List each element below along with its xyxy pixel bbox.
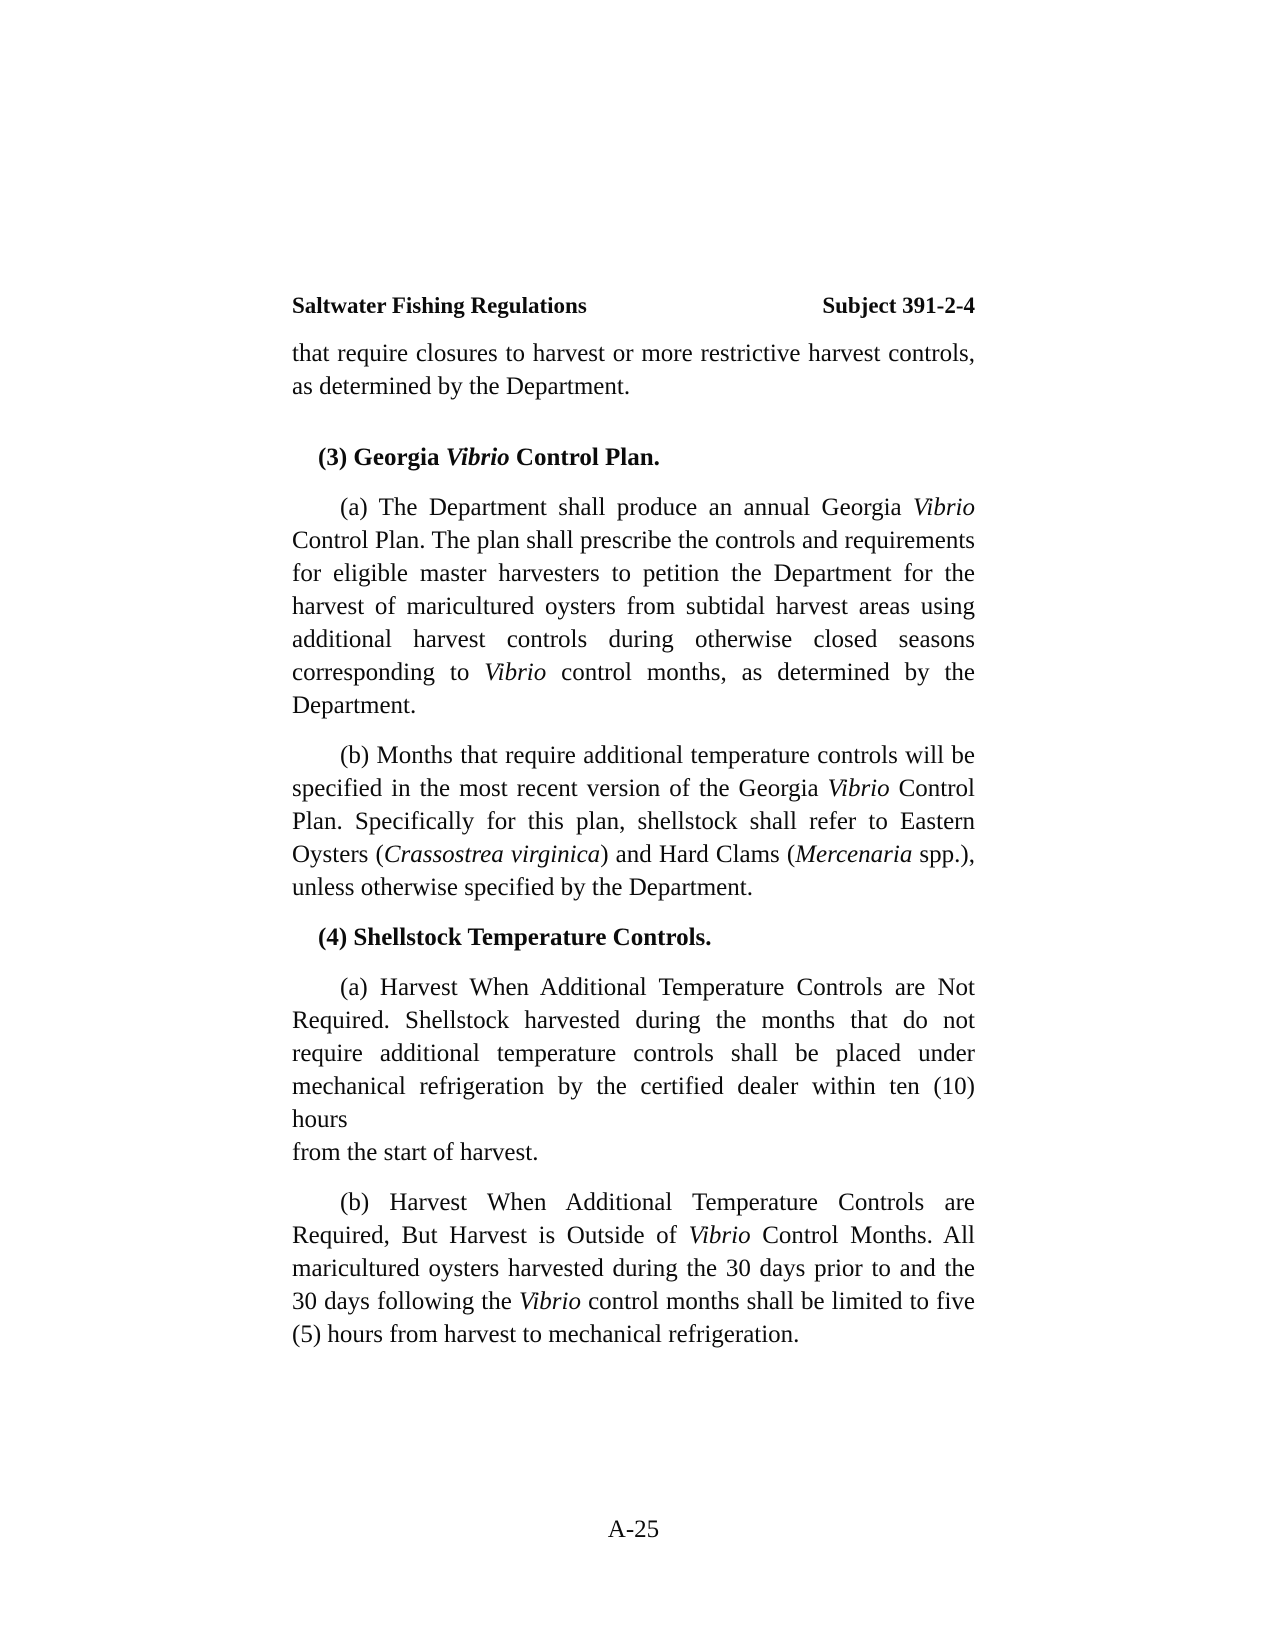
- text-line: [292, 739, 975, 772]
- section-heading: [318, 921, 975, 954]
- text-line: [292, 524, 975, 557]
- header-title: Saltwater Fishing Regulations: [292, 293, 587, 318]
- text-line: [292, 772, 975, 805]
- text-line: [292, 1318, 975, 1351]
- text-line: [292, 370, 975, 403]
- italic-text-run: Vibrio: [912, 494, 975, 521]
- text-run: (a) The Department shall produce an annual Georgia: [340, 494, 913, 521]
- text-run: Required, But Harvest is Outside of: [292, 1222, 689, 1249]
- italic-text-run: Mercenaria: [795, 841, 913, 868]
- text-line: [292, 1070, 975, 1136]
- text-run: (5) hours from harvest to mechanical refrigeration.: [292, 1321, 800, 1348]
- text-line: [292, 689, 975, 722]
- text-run: spp.),: [912, 841, 975, 868]
- header-subject: Subject 391-2-4: [822, 293, 975, 318]
- page-number: A-25: [607, 1516, 660, 1543]
- text-run: that require closures to harvest or more restrictive harvest controls,: [292, 340, 975, 367]
- text-run: Required. Shellstock harvested during the months that do not: [292, 1007, 975, 1034]
- text-run: control months, as determined by the: [546, 659, 975, 686]
- paragraph: [292, 337, 975, 403]
- text-line: [292, 1136, 975, 1169]
- text-line: [292, 557, 975, 590]
- document-body: [292, 292, 975, 1351]
- text-line: [292, 838, 975, 871]
- text-line: [292, 1186, 975, 1219]
- text-run: Control Plan. The plan shall prescribe the controls and requirements: [292, 527, 975, 554]
- text-run: (3) Georgia: [318, 444, 446, 471]
- text-run: (a) Harvest When Additional Temperature Controls are Not: [340, 974, 975, 1001]
- section-heading: [318, 441, 975, 474]
- text-run: maricultured oysters harvested during the 30 days prior to and the: [292, 1255, 975, 1282]
- text-run: Oysters (: [292, 841, 384, 868]
- italic-text-run: Vibrio: [688, 1222, 751, 1249]
- text-run: for eligible master harvesters to petition the Department for the: [292, 560, 975, 587]
- text-run: 30 days following the: [292, 1288, 519, 1315]
- text-line: [292, 1285, 975, 1318]
- text-line: [292, 590, 975, 623]
- italic-text-run: Vibrio: [518, 1288, 581, 1315]
- text-run: Plan. Specifically for this plan, shellstock shall refer to Eastern: [292, 808, 975, 835]
- text-line: [292, 337, 975, 370]
- text-run: corresponding to: [292, 659, 485, 686]
- text-run: unless otherwise specified by the Department.: [292, 874, 753, 901]
- text-run: require additional temperature controls shall be placed under: [292, 1040, 975, 1067]
- text-run: (b) Months that require additional temperature controls will be: [340, 742, 975, 769]
- text-run: control months shall be limited to five: [580, 1288, 975, 1315]
- paragraph: [292, 1186, 975, 1351]
- text-run: mechanical refrigeration by the certified dealer within ten (10) hours: [292, 1073, 975, 1133]
- text-run: harvest of maricultured oysters from subtidal harvest areas using: [292, 593, 975, 620]
- text-run: ) and Hard Clams (: [600, 841, 796, 868]
- text-line: [292, 871, 975, 904]
- text-line: [292, 656, 975, 689]
- text-line: [292, 1004, 975, 1037]
- paragraph: [292, 971, 975, 1169]
- text-line: [292, 623, 975, 656]
- text-line: [292, 1037, 975, 1070]
- text-run: Control Months. All: [750, 1222, 975, 1249]
- text-run: (b) Harvest When Additional Temperature Controls are: [340, 1189, 975, 1216]
- text-run: Department.: [292, 692, 417, 719]
- text-run: as determined by the Department.: [292, 373, 631, 400]
- text-line: [292, 805, 975, 838]
- paragraph: [292, 739, 975, 904]
- italic-text-run: Crassostrea virginica: [383, 841, 601, 868]
- text-run: (4) Shellstock Temperature Controls.: [318, 924, 712, 951]
- text-run: Control Plan.: [509, 444, 660, 471]
- text-line: [292, 971, 975, 1004]
- italic-text-run: Vibrio: [484, 659, 547, 686]
- text-run: from the start of harvest.: [292, 1139, 539, 1166]
- running-header: [292, 292, 975, 320]
- text-run: additional harvest controls during otherwise closed seasons: [292, 626, 975, 653]
- text-run: specified in the most recent version of the Georgia: [292, 775, 828, 802]
- text-line: [292, 491, 975, 524]
- paragraph: [292, 491, 975, 722]
- text-line: [292, 1219, 975, 1252]
- text-line: [292, 1252, 975, 1285]
- text-run: Control: [889, 775, 975, 802]
- italic-text-run: Vibrio: [445, 444, 510, 471]
- italic-text-run: Vibrio: [827, 775, 890, 802]
